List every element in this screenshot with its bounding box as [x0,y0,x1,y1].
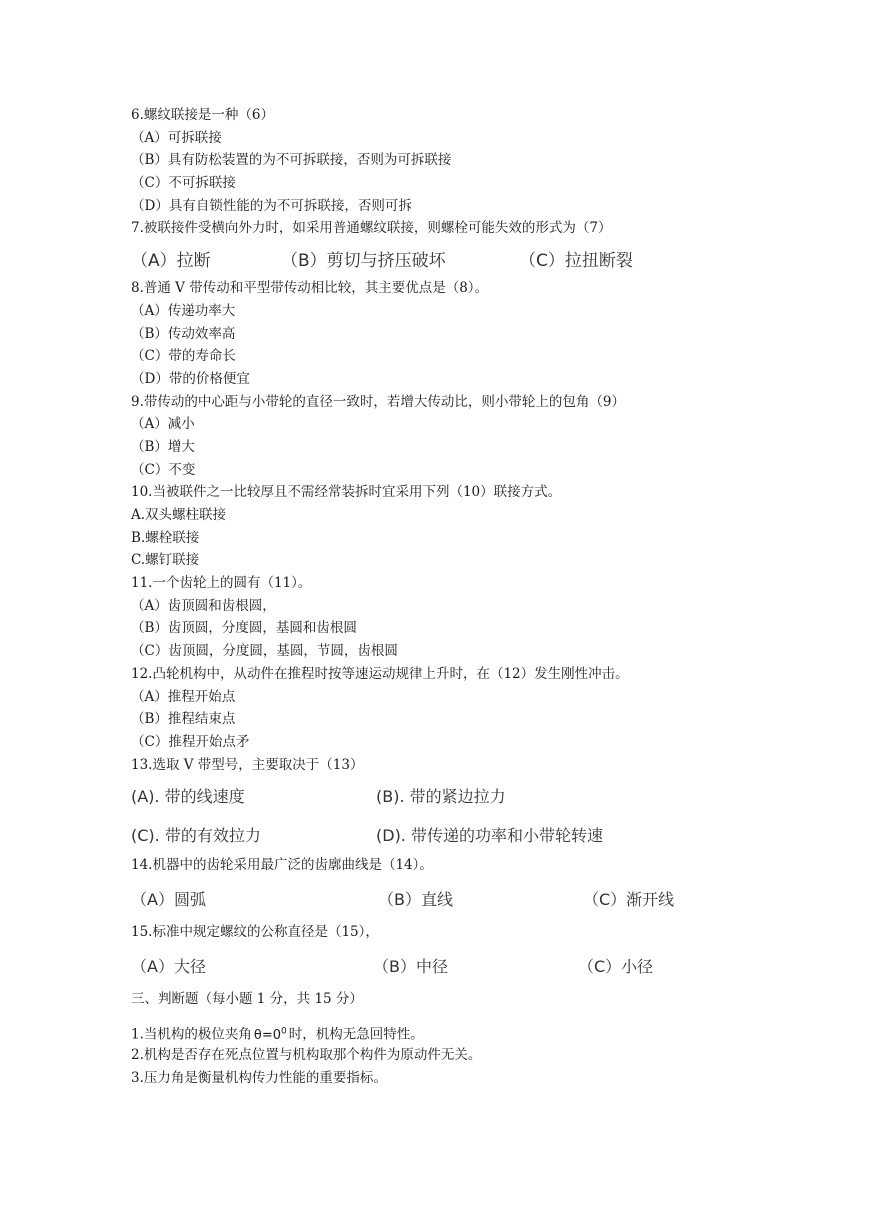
q11-stem: 11.一个齿轮上的圆有（11）。 [131,575,312,592]
q7-option-a: （A）拉断 [131,251,211,272]
q8-option-c: （C）带的寿命长 [131,348,236,365]
q14-options-image [131,877,771,921]
q9-stem: 9.带传动的中心距与小带轮的直径一致时，若增大传动比，则小带轮上的包角（9） [131,393,625,410]
q12-option-a: （A）推程开始点 [131,688,236,705]
q15-option-c: （C）小径 [578,957,654,977]
q7-options-image [131,240,771,277]
q13-option-a: (A). 带的线速度 [131,786,245,806]
q12-stem: 12.凸轮机构中，从动件在推程时按等速运动规律上升时，在（12）发生刚性冲击。 [131,665,629,682]
q6-option-b: （B）具有防松装置的为不可拆联接，否则为可拆联接 [131,152,452,169]
q10-stem: 10.当被联件之一比较厚且不需经常装拆时宜采用下列（10）联接方式。 [131,484,562,501]
q7-option-c: （C）拉扭断裂 [519,251,633,272]
q13-option-d: (D). 带传递的功率和小带轮转速 [376,825,603,845]
q7-option-b: （B）剪切与挤压破坏 [281,251,446,272]
q11-option-c: （C）齿顶圆，分度圆，基圆，节圆，齿根圆 [131,643,398,660]
q14-stem: 14.机器中的齿轮采用最广泛的齿廓曲线是（14）。 [131,857,433,874]
theta-degree: 0 [281,1026,287,1037]
q10-option-a: A.双头螺柱联接 [131,507,227,523]
q6-option-d: （D）具有自锁性能的为不可拆联接，否则可拆 [131,197,412,214]
q13-options-row-1 [131,776,771,814]
judge-1-prefix: 1.当机构的极位夹角 [131,1026,252,1043]
q12-option-c: （C）推程开始点矛 [131,733,250,750]
q10-option-b: B.螺栓联接 [131,529,200,546]
section3-title: 三、判断题（每小题 1 分，共 15 分） [131,990,363,1007]
q14-option-c: （C）渐开线 [583,890,675,910]
q13-option-b: (B). 带的紧边拉力 [376,786,506,806]
judge-1-suffix: 时，机构无急回特性。 [288,1026,424,1043]
q11-option-b: （B）齿顶圆，分度圆，基圆和齿根圆 [131,620,357,637]
judge-2: 2.机构是否存在死点位置与机构取那个构件为原动件无关。 [131,1047,482,1064]
q6-stem: 6.螺纹联接是一种（6） [131,107,274,123]
q13-option-c: (C). 带的有效拉力 [131,825,261,845]
q6-option-a: （A）可拆联接 [131,129,222,146]
theta-formula [252,1028,289,1043]
theta-value: θ=0 [253,1027,282,1043]
q8-stem: 8.普通 V 带传动和平型带传动相比较，其主要优点是（8）。 [131,280,489,297]
q8-option-d: （D）带的价格便宜 [131,370,250,387]
q12-option-b: （B）推程结束点 [131,711,236,728]
q15-option-b: （B）中径 [373,957,448,977]
judge-3: 3.压力角是衡量机构传力性能的重要指标。 [131,1070,387,1086]
q7-stem: 7.被联接件受横向外力时，如采用普通螺纹联接，则螺栓可能失效的形式为（7） [131,220,612,237]
q14-option-b: （B）直线 [378,890,453,910]
q9-option-c: （C）不变 [131,461,196,478]
judge-1 [131,1018,771,1044]
q15-stem: 15.标准中规定螺纹的公称直径是（15）， [131,923,379,940]
q10-option-c: C.螺钉联接 [131,552,200,569]
q13-options-row-2 [131,814,771,854]
q15-options-image [131,944,771,988]
q14-option-a: （A）圆弧 [131,890,206,910]
q8-option-b: （B）传动效率高 [131,325,236,342]
exam-page [131,104,771,1090]
q11-option-a: （A）齿顶圆和齿根圆， [131,597,276,614]
q9-option-b: （B）增大 [131,438,195,455]
q13-stem: 13.选取 V 带型号，主要取决于（13） [131,756,364,773]
q8-option-a: （A）传递功率大 [131,302,236,319]
q9-option-a: （A）减小 [131,416,195,433]
q15-option-a: （A）大径 [131,957,206,977]
q6-option-c: （C）不可拆联接 [131,175,236,192]
